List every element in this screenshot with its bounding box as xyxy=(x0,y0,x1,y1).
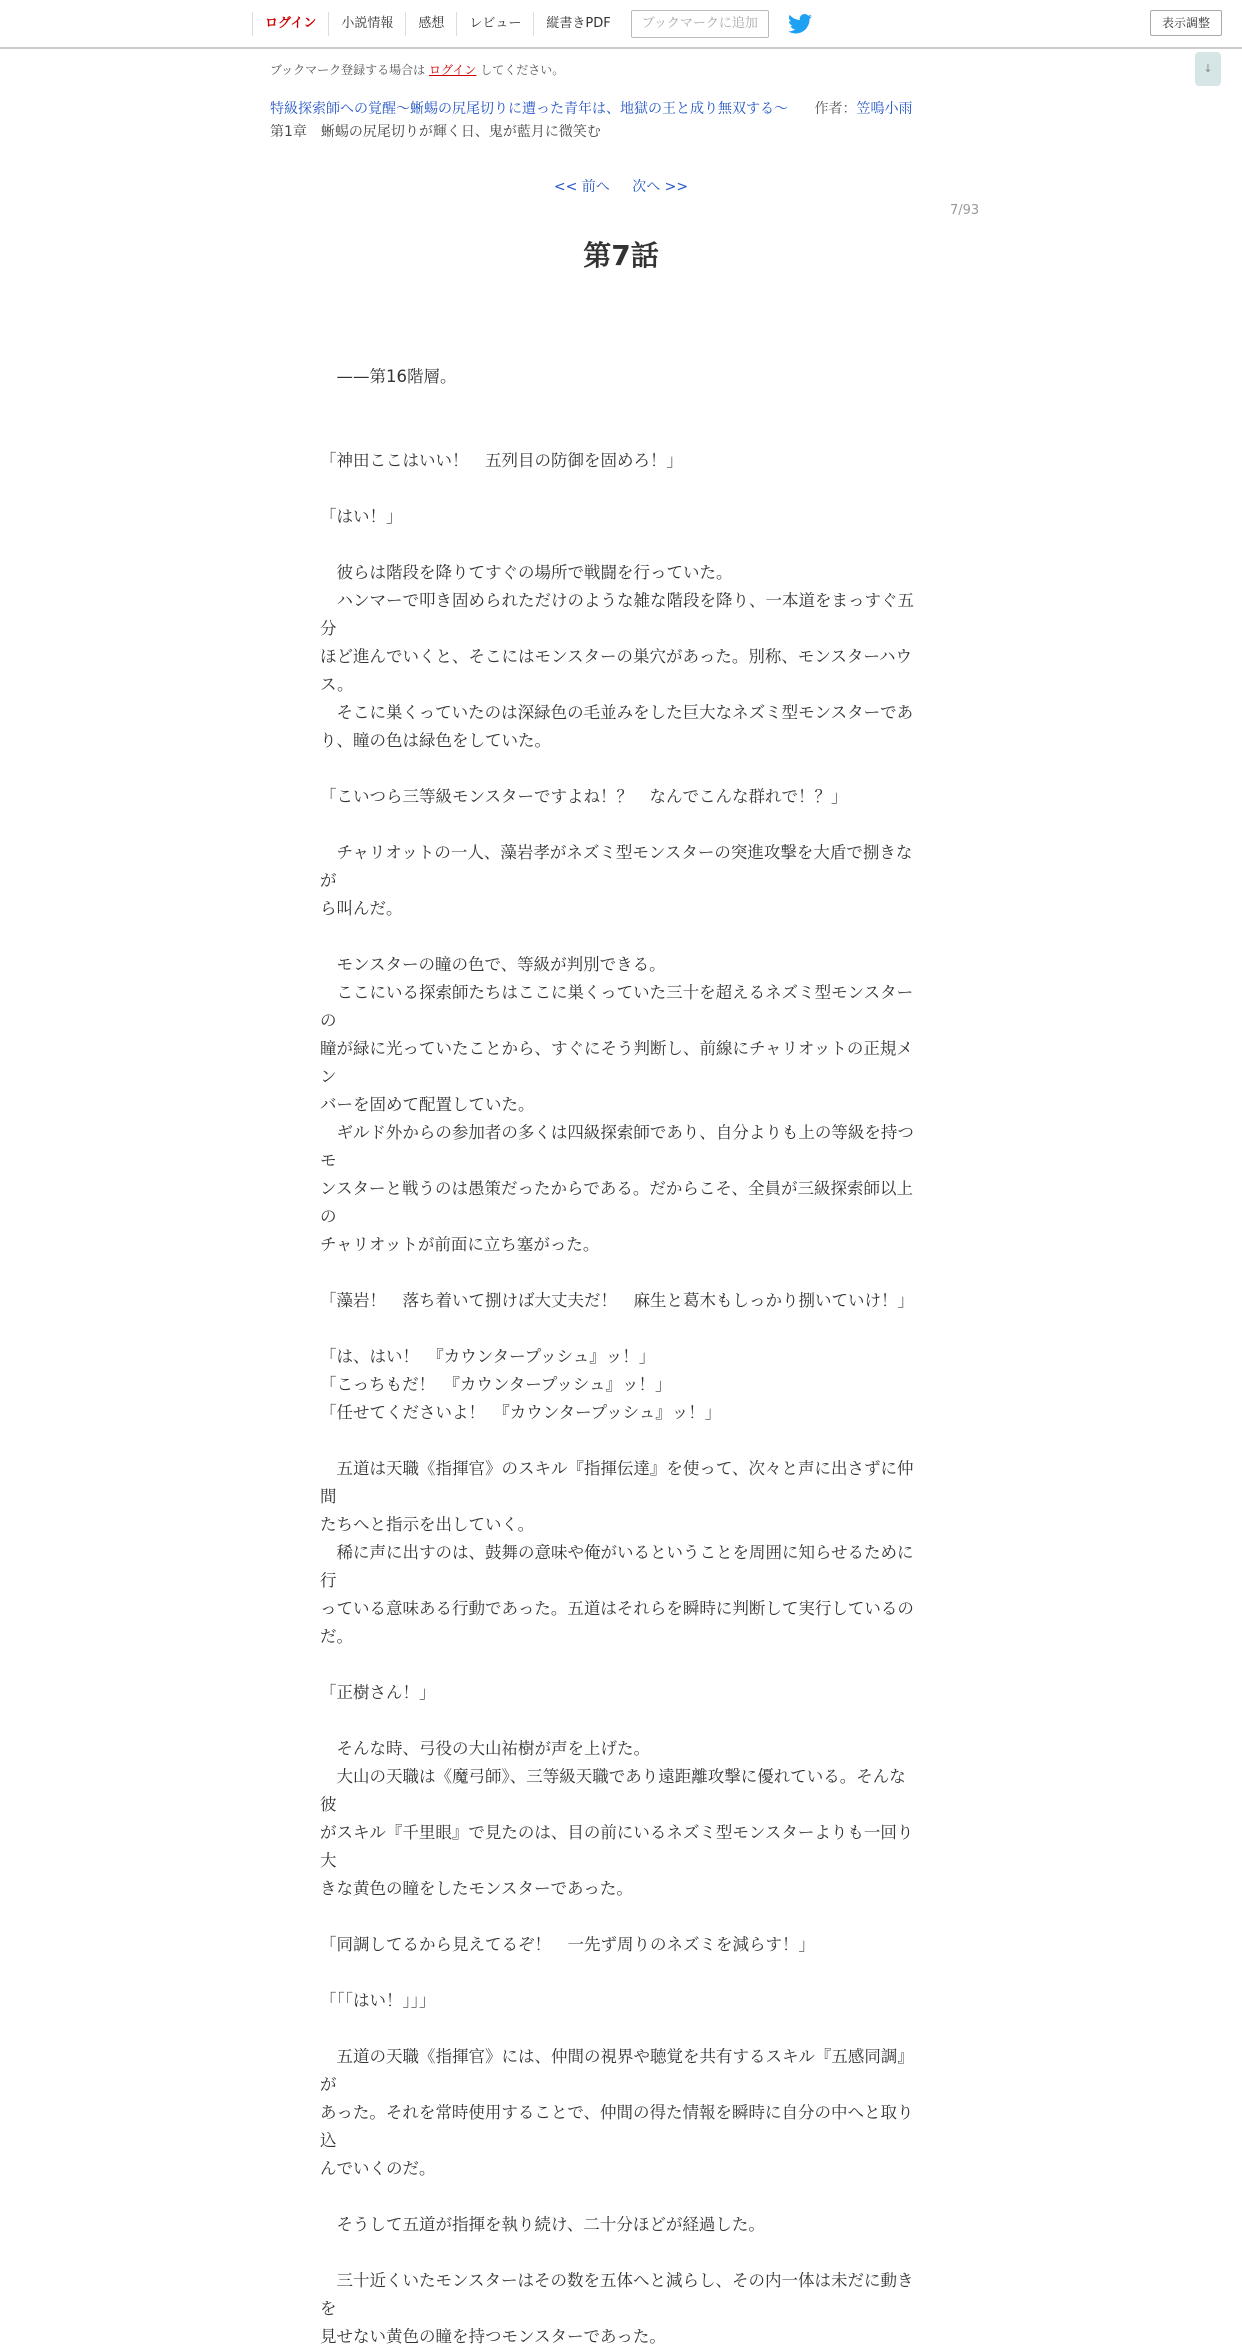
nav-login[interactable]: ログイン xyxy=(252,12,329,36)
nav-novel-info[interactable]: 小説情報 xyxy=(329,12,406,36)
prev-link[interactable]: << 前へ xyxy=(553,179,610,195)
body-line: ここにいる探索師たちはここに巣くっていた三十を超えるネズミ型モンスターの xyxy=(320,983,914,1030)
body-line: 「は、はい！ 『カウンタープッシュ』ッ！」 xyxy=(320,1347,656,1366)
body-line xyxy=(320,2183,916,2211)
author-label: 作者： xyxy=(814,101,857,117)
body-line: 「こっちもだ！ 『カウンタープッシュ』ッ！」 xyxy=(320,1375,672,1394)
body-line: 五道の天職《指揮官》には、仲間の視界や聴覚を共有するスキル『五感同調』が xyxy=(320,2047,914,2094)
body-line: ギルド外からの参加者の多くは四級探索師であり、自分よりも上の等級を持つモ xyxy=(320,1123,914,1170)
body-line: ほど進んでいくと、そこにはモンスターの巣穴があった。別称、モンスターハウ xyxy=(320,647,913,666)
body-line xyxy=(320,1707,916,1735)
chapter-title: 第1章 蜥蜴の尻尾切りが輝く日、鬼が藍月に微笑む xyxy=(270,124,601,140)
next-link[interactable]: 次へ >> xyxy=(632,179,689,195)
body-line: 「藻岩！ 落ち着いて捌けば大丈夫だ！ 麻生と葛木もしっかり捌いていけ！」 xyxy=(320,1291,914,1310)
body-line xyxy=(320,2239,916,2267)
body-line xyxy=(320,391,916,419)
body-line: ハンマーで叩き固められただけのような雑な階段を降り、一本道をまっすぐ五分 xyxy=(320,591,914,638)
top-nav xyxy=(252,0,813,47)
body-line: モンスターの瞳の色で、等級が判別できる。 xyxy=(320,955,666,974)
body-line: ンスターと戦うのは愚策だったからである。だからこそ、全員が三級探索師以上の xyxy=(320,1179,914,1226)
body-line: 大山の天職は《魔弓師》、三等級天職であり遠距離攻撃に優れている。そんな彼 xyxy=(320,1767,906,1814)
notice-text-after: してください。 xyxy=(480,63,565,77)
nav-review[interactable]: レビュー xyxy=(457,12,534,36)
body-line: 五道は天職《指揮官》のスキル『指揮伝達』を使って、次々と声に出さずに仲間 xyxy=(320,1459,914,1506)
page-count: 7/93 xyxy=(950,203,980,218)
body-line: 稀に声に出すのは、鼓舞の意味や俺がいるということを周囲に知らせるために行 xyxy=(320,1543,914,1590)
body-line: 「同調してるから見えてるぞ！ 一先ず周りのネズミを減らす！」 xyxy=(320,1935,815,1954)
body-line: あった。それを常時使用することで、仲間の得た情報を瞬時に自分の中へと取り込 xyxy=(320,2103,914,2150)
body-line: 「任せてくださいよ！ 『カウンタープッシュ』ッ！」 xyxy=(320,1403,722,1422)
body-line: そうして五道が指揮を執り続け、二十分ほどが経過した。 xyxy=(320,2215,765,2234)
body-line: 「正樹さん！」 xyxy=(320,1683,436,1702)
body-line: きな黄色の瞳をしたモンスターであった。 xyxy=(320,1879,633,1898)
twitter-icon[interactable] xyxy=(787,13,813,35)
notice-login-link[interactable]: ログイン xyxy=(429,63,477,77)
body-line: 「神田ここはいい！ 五列目の防御を固めろ！」 xyxy=(320,451,683,470)
body-line xyxy=(320,755,916,783)
body-line: 「こいつら三等級モンスターですよね！？ なんでこんな群れで！？」 xyxy=(320,787,848,806)
body-line: だ。 xyxy=(320,1627,353,1646)
author-link[interactable]: 笠鳴小雨 xyxy=(856,101,913,117)
body-line xyxy=(320,1959,916,1987)
body-line: 「はい！」 xyxy=(320,507,403,526)
add-bookmark-button[interactable]: ブックマークに追加 xyxy=(631,10,769,38)
body-line: 瞳が緑に光っていたことから、すぐにそう判断し、前線にチャリオットの正規メン xyxy=(320,1039,913,1086)
body-line xyxy=(320,1903,916,1931)
body-line xyxy=(320,531,916,559)
body-line: がスキル『千里眼』で見たのは、目の前にいるネズミ型モンスターよりも一回り大 xyxy=(320,1823,914,1870)
body-line: 「「「はい！」」」 xyxy=(320,1991,436,2010)
body-line xyxy=(320,1651,916,1679)
body-line: 見せない黄色の瞳を持つモンスターであった。 xyxy=(320,2327,666,2346)
body-line: バーを固めて配置していた。 xyxy=(320,1095,535,1114)
display-settings-button[interactable]: 表示調整 xyxy=(1150,10,1222,36)
body-line: ——第16階層。 xyxy=(320,367,457,386)
body-line xyxy=(320,1259,916,1287)
header-bar xyxy=(0,0,1242,49)
body-line: ス。 xyxy=(320,675,354,694)
body-line xyxy=(320,419,916,447)
body-line xyxy=(320,1427,916,1455)
pager xyxy=(0,176,1242,196)
body-line: ら叫んだ。 xyxy=(320,899,403,918)
body-line: っている意味ある行動であった。五道はそれらを瞬時に判断して実行しているの xyxy=(320,1599,914,1618)
novel-title-link[interactable]: 特級探索師への覚醒～蜥蜴の尻尾切りに遭った青年は、地獄の王と成り無双する～ xyxy=(270,101,788,117)
body-line xyxy=(320,1315,916,1343)
body-line: んでいくのだ。 xyxy=(320,2159,436,2178)
body-line: チャリオットが前面に立ち塞がった。 xyxy=(320,1235,600,1254)
scroll-down-button[interactable]: ↓ xyxy=(1195,52,1221,86)
novel-body xyxy=(320,363,916,2351)
nav-impressions[interactable]: 感想 xyxy=(406,12,457,36)
notice-text-before: ブックマーク登録する場合は xyxy=(270,63,426,77)
novel-info-line xyxy=(270,98,912,118)
body-line: チャリオットの一人、藻岩孝がネズミ型モンスターの突進攻撃を大盾で捌きなが xyxy=(320,843,913,890)
body-line: たちへと指示を出していく。 xyxy=(320,1515,535,1534)
body-line: り、瞳の色は緑色をしていた。 xyxy=(320,731,551,750)
body-line xyxy=(320,2015,916,2043)
body-line xyxy=(320,811,916,839)
body-line: 三十近くいたモンスターはその数を五体へと減らし、その内一体は未だに動きを xyxy=(320,2271,914,2318)
body-line: そんな時、弓役の大山祐樹が声を上げた。 xyxy=(320,1739,650,1758)
body-line: 彼らは階段を降りてすぐの場所で戦闘を行っていた。 xyxy=(320,563,733,582)
body-line xyxy=(320,923,916,951)
bookmark-notice xyxy=(270,61,564,78)
nav-vertical-pdf[interactable]: 縦書きPDF xyxy=(546,15,611,31)
body-line xyxy=(320,475,916,503)
episode-title: 第7話 xyxy=(583,239,659,272)
body-line: そこに巣くっていたのは深緑色の毛並みをした巨大なネズミ型モンスターであ xyxy=(320,703,914,722)
